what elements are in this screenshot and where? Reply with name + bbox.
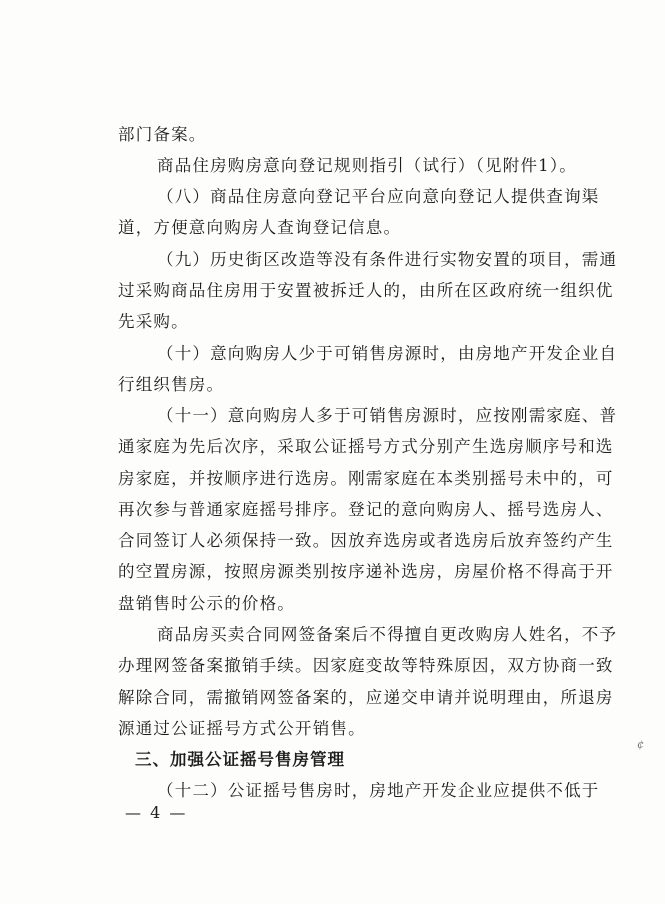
text-line-3: （八）商品住房意向登记平台应向意向登记人提供查询渠 (157, 187, 600, 206)
text-line-1: 部门备案。 (118, 125, 207, 144)
text-line-16: 盘销售时公示的价格。 (118, 594, 295, 613)
text-line-2: 商品住房购房意向登记规则指引（试行）（见附件1）。 (157, 156, 577, 175)
text-line-5: （九）历史街区改造等没有条件进行实物安置的项目，需通 (157, 250, 618, 269)
section-heading: 三、加强公证摇号售房管理 (135, 750, 345, 769)
text-line-10: （十一）意向购房人多于可销售房源时，应按刚需家庭、普 (157, 406, 618, 425)
text-line-9: 行组织售房。 (118, 375, 225, 394)
margin-mark: ¢ (637, 738, 644, 751)
text-line-14: 合同签订人必须保持一致。因放弃选房或者选房后放弃签约产生 (118, 531, 614, 550)
text-line-15: 的空置房源，按照房源类别按序递补选房，房屋价格不得高于开 (118, 562, 614, 581)
text-line-22: （十二）公证摇号售房时，房地产开发企业应提供不低于 (157, 781, 600, 800)
text-line-20: 源通过公证摇号方式公开销售。 (118, 719, 366, 738)
text-line-12: 房家庭，并按顺序进行选房。刚需家庭在本类别摇号未中的，可 (118, 469, 614, 488)
text-line-17: 商品房买卖合同网签备案后不得擅自更改购房人姓名，不予 (157, 625, 618, 644)
text-line-13: 再次参与普通家庭摇号排序。登记的意向购房人、摇号选房人、 (118, 500, 614, 519)
text-line-6: 过采购商品住房用于安置被拆迁人的，由所在区政府统一组织优 (118, 281, 614, 300)
text-line-18: 办理网签备案撤销手续。因家庭变故等特殊原因，双方协商一致 (118, 656, 614, 675)
page-number: — 4 — (125, 803, 188, 822)
text-line-4: 道，方便意向购房人查询登记信息。 (118, 218, 402, 237)
text-line-7: 先采购。 (118, 312, 189, 331)
text-line-8: （十）意向购房人少于可销售房源时，由房地产开发企业自 (157, 344, 618, 363)
text-line-11: 通家庭为先后次序，采取公证摇号方式分别产生选房顺序号和选 (118, 437, 614, 456)
text-line-19: 解除合同，需撤销网签备案的，应递交申请并说明理由，所退房 (118, 688, 614, 707)
